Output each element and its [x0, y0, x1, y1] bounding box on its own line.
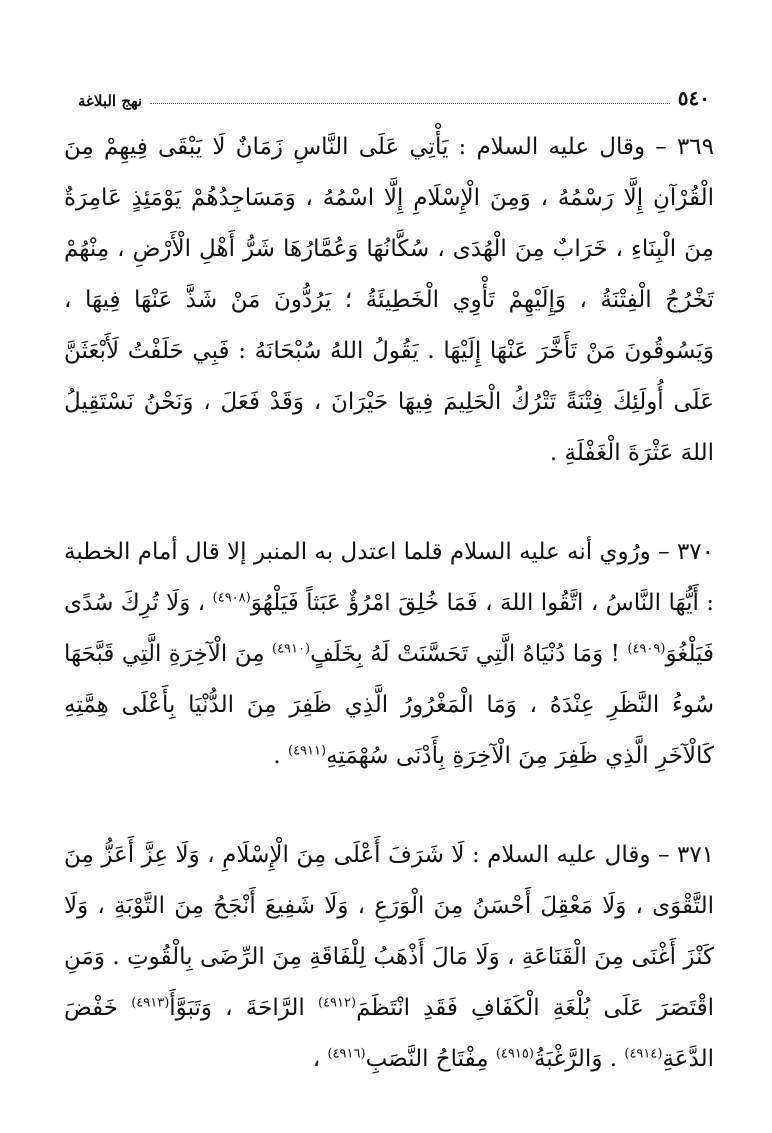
section-number: ٣٧١ [676, 842, 715, 868]
section-dash: – [657, 842, 670, 868]
dotted-leader [150, 103, 670, 104]
section-371-text [64, 830, 714, 1085]
section-369-body: وقال عليه السلام : يَأْتِي عَلَى النَّاسِ زَمَانٌ لَا يَبْقَى فِيهِمْ مِنَ الْقُرْآنِ إِلَّا رَسْمُهُ ، وَمِنَ الْإِسْلَامِ إِلَّا اسْمُهُ ، وَمَسَاجِدُهُمْ يَوْمَئِذٍ عَامِرَةٌ مِنَ الْبِنَاءِ ، خَرَابٌ مِنَ الْهُدَى ، سُكَّانُهَا وَعُمَّارُهَا شَرُّ أَهْلِ الْأَرْضِ ، مِنْهُمْ تَخْرُجُ الْفِتْنَةُ ، وَإِلَيْهِمْ تَأْوِي الْخَطِيئَةُ ؛ يَرُدُّونَ مَنْ شَذَّ عَنْهَا فِيهَا ، وَيَسُوقُونَ مَنْ تَأَخَّرَ عَنْهَا إِلَيْهَا . يَقُولُ اللهُ سُبْحَانَهُ : فَبِي حَلَفْتُ لَأَبْعَثَنَّ عَلَى أُولَئِكَ فِتْنَةً تَتْرُكُ الْحَلِيمَ فِيهَا حَيْرَانَ ، وَقَدْ فَعَلَ ، وَنَحْنُ نَسْتَقِيلُ اللهَ عَثْرَةَ الْغَفْلَةِ . [64, 134, 714, 466]
section-371-part-1: وقال عليه السلام : لَا شَرَفَ أَعْلَى مِنَ الْإِسْلَامِ ، وَلَا عِزَّ أَعَزُّ مِنَ التَّقْوَى ، وَلَا مَعْقِلَ أَحْسَنُ مِنَ الْوَرَعِ ، وَلَا شَفِيعَ أَنْجَحُ مِنَ التَّوْبَةِ ، وَلَا كَنْزَ أَغْنَى مِنَ الْقَنَاعَةِ ، وَلَا مَالَ أَذْهَبُ لِلْفَاقَةِ مِنَ الرِّضَى بِالْقُوتِ . وَمَنِ اقْتَصَرَ عَلَى بُلْغَةِ الْكَفَافِ فَقَدِ انْتَظَمَ [64, 842, 715, 1021]
section-370-text [64, 527, 714, 782]
footnote-ref-4915: (٤٩١٥) [495, 1046, 534, 1062]
footnote-ref-4909: (٤٩٠٩) [627, 641, 666, 657]
footnote-ref-4911: (٤٩١١) [287, 743, 327, 759]
section-371-part-2: الرَّاحَةَ ، وَتَبَوَّأَ [169, 995, 305, 1021]
page-number: ٥٤٠ [677, 86, 710, 110]
page-body [64, 122, 714, 1133]
footnote-ref-4912: (٤٩١٢) [317, 995, 357, 1011]
section-371-part-5: مِفْتَاحُ النَّصَبِ [365, 1046, 489, 1072]
footnote-ref-4910: (٤٩١٠) [272, 641, 311, 657]
section-370 [64, 527, 714, 782]
footnote-ref-4913: (٤٩١٣) [131, 995, 170, 1011]
page-header [78, 70, 710, 110]
section-371 [64, 830, 714, 1085]
section-371-part-4: . وَالرَّغْبَةُ [533, 1046, 618, 1072]
section-370-part-1: ورُوي أنه عليه السلام قلما اعتدل به المنبر إلا قال أمام الخطبة : أَيُّهَا النَّاسُ ، اتَّقُوا اللهَ ، فَمَا خُلِقَ امْرُؤٌ عَبَثاً فَيَلْهُوَ [64, 539, 714, 616]
section-370-part-3: ! وَمَا دُنْيَاهُ الَّتِي تَحَسَّنَتْ لَهُ بِخَلَفٍ [310, 641, 620, 667]
section-370-part-5: . [273, 743, 281, 769]
running-title: نهج البلاغة [78, 92, 143, 110]
section-369 [64, 122, 714, 479]
footnote-ref-4908: (٤٩٠٨) [212, 590, 251, 606]
footnote-ref-4916: (٤٩١٦) [327, 1046, 366, 1062]
section-dash: – [655, 134, 667, 160]
section-number: ٣٦٩ [676, 134, 714, 160]
section-dash: – [658, 539, 670, 565]
section-number: ٣٧٠ [676, 539, 715, 565]
section-371-part-6: ، [312, 1046, 321, 1072]
section-370-part-4: مِنَ الْآخِرَةِ الَّتِي قَبَّحَهَا سُوءُ النَّظَرِ عِنْدَهُ ، وَمَا الْمَغْرُورُ الَّذِي ظَفِرَ مِنَ الدُّنْيَا بِأَعْلَى هِمَّتِهِ كَالْآخَرِ الَّذِي ظَفِرَ مِنَ الْآخِرَةِ بِأَدْنَى سُهْمَتِهِ [64, 641, 714, 769]
section-369-text [64, 122, 714, 479]
section-370-part-2: ، وَلَا تُرِكَ سُدًى فَيَلْغُوَ [64, 590, 714, 667]
section-371-part-3: خَفْضَ الدَّعَةِ [64, 995, 714, 1072]
footnote-ref-4914: (٤٩١٤) [624, 1046, 663, 1062]
